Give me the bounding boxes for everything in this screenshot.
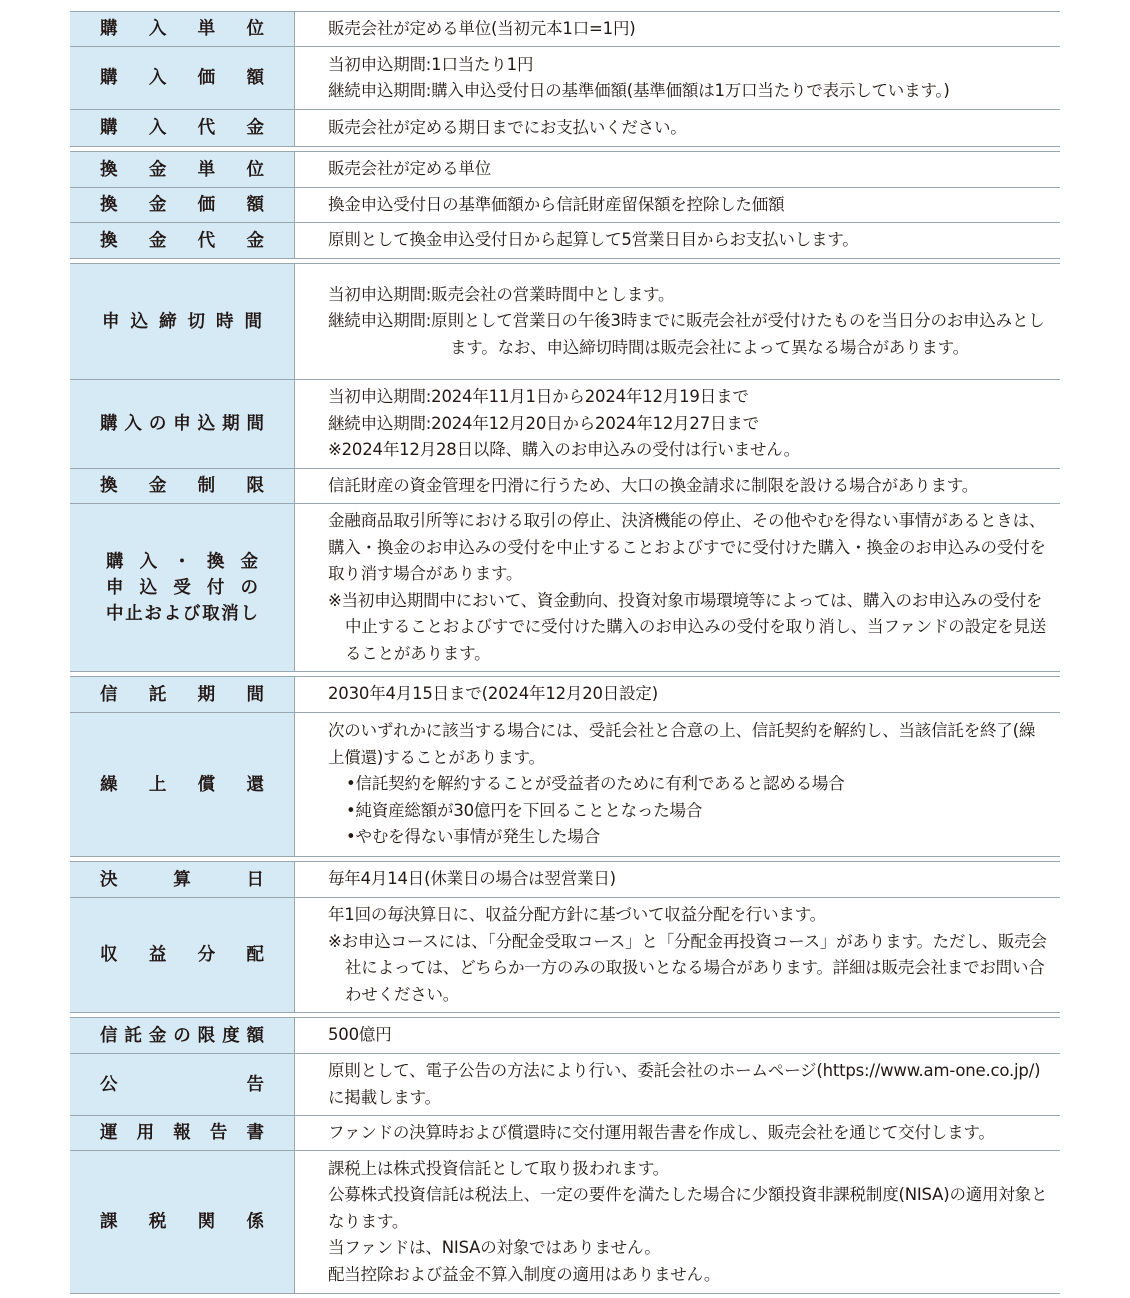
purchase-section — [70, 11, 1060, 147]
row-value: 当初申込期間:2024年11月1日から2024年12月19日まで 継続申込期間:2024年12月20日から2024年12月27日まで ※2024年12月28日以降、購入のお申込みの受付は行いません。 — [328, 387, 800, 460]
row-value: 換金申込受付日の基準価額から信託財産留保額を控除した価額 — [328, 194, 785, 214]
row-value: 2030年4月15日まで(2024年12月20日設定) — [328, 684, 658, 704]
row-label: 換金単位 — [70, 152, 295, 187]
row-label: 購入単位 — [70, 12, 295, 46]
table-row — [70, 152, 1060, 188]
row-label: 収益分配 — [70, 898, 295, 1012]
redemption-section — [70, 151, 1060, 259]
row-label: 運用報告書 — [70, 1116, 295, 1150]
application-section — [70, 263, 1060, 672]
row-label: 換金代金 — [70, 223, 295, 258]
table-row — [70, 380, 1060, 469]
row-value: 当初申込期間:1口当たり1円 継続申込期間:購入申込受付日の基準価額(基準価額は1万口当たりで表示しています。) — [328, 54, 950, 100]
row-label: 課税関係 — [70, 1151, 295, 1293]
row-value: 販売会社が定める単位(当初元本1口=1円) — [328, 18, 636, 38]
row-value: 課税上は株式投資信託として取り扱われます。 公募株式投資信託は税法上、一定の要件を満たした場合に少額投資非課税制度(NISA)の適用対象となります。 当ファンドは、NISAの対象ではありません。 配当控除および益金不算入制度の適用はありません。 — [328, 1158, 1048, 1284]
row-value: 販売会社が定める期日までにお支払いください。 — [328, 117, 687, 137]
settlement-section — [70, 861, 1060, 1013]
table-row — [70, 223, 1060, 258]
row-label: 購入価額 — [70, 47, 295, 109]
fund-details-table — [70, 11, 1060, 1298]
row-label: 公告 — [70, 1054, 295, 1115]
row-label: 換金価額 — [70, 188, 295, 222]
table-row — [70, 677, 1060, 713]
row-label: 購入の申込期間 — [70, 380, 295, 468]
row-label: 購入代金 — [70, 110, 295, 146]
row-value: 500億円 — [328, 1025, 392, 1045]
row-value: 金融商品取引所等における取引の停止、決済機能の停止、その他やむを得ない事情があるときは、購入・換金のお申込みの受付を中止することおよびすでに受付けた購入・換金のお申込みの受付を取り消す場合があります。 ※当初申込期間中において、資金動向、投資対象市場環境等によっては、購入のお申込みの受付を中止することおよびすでに受付けた購入のお申込みの受付を取り消し、当ファンドの設定を見送ることがあります。 — [328, 511, 1047, 663]
trust-period-section — [70, 676, 1060, 857]
table-row — [70, 713, 1060, 856]
table-row — [70, 47, 1060, 110]
table-row — [70, 1018, 1060, 1054]
table-row — [70, 862, 1060, 898]
row-label: 信託金の限度額 — [70, 1018, 295, 1053]
row-value: 信託財産の資金管理を円滑に行うため、大口の換金請求に制限を設ける場合があります。 — [328, 475, 979, 495]
row-label: 繰上償還 — [70, 713, 295, 856]
row-label: 申込締切時間 — [70, 264, 295, 379]
table-row — [70, 12, 1060, 47]
row-value: ファンドの決算時および償還時に交付運用報告書を作成し、販売会社を通じて交付します。 — [328, 1122, 995, 1142]
row-value: 原則として、電子公告の方法により行い、委託会社のホームページ(https://www.am-one.co.jp/)に掲載します。 — [328, 1061, 1041, 1107]
row-label: 購入・換金 申込受付の 中止および取消し — [70, 504, 295, 671]
row-value: 原則として換金申込受付日から起算して5営業日目からお支払いします。 — [328, 230, 859, 250]
row-label: 換金制限 — [70, 469, 295, 503]
row-label: 決算日 — [70, 862, 295, 897]
table-row — [70, 110, 1060, 146]
table-row — [70, 1116, 1060, 1151]
row-value: 次のいずれかに該当する場合には、受託会社と合意の上、信託契約を解約し、当該信託を終了(繰上償還)することがあります。 •信託契約を解約することが受益者のために有利であると認める場合 •純資産総額が30億円を下回ることとなった場合 •やむを得ない事情が発生した場合 — [328, 721, 1036, 847]
table-row — [70, 469, 1060, 504]
table-row — [70, 504, 1060, 671]
row-value: 毎年4月14日(休業日の場合は翌営業日) — [328, 869, 616, 889]
row-value: 販売会社が定める単位 — [328, 159, 492, 179]
row-value: 当初申込期間:販売会社の営業時間中とします。 継続申込期間:原則として営業日の午後3時までに販売会社が受付けたものを当日分のお申込みとします。なお、申込締切時間は販売会社によって異なる場合があります。 — [328, 284, 1045, 357]
table-row — [70, 898, 1060, 1012]
row-label: 信託期間 — [70, 677, 295, 712]
table-row — [70, 188, 1060, 223]
table-row — [70, 264, 1060, 380]
row-value: 年1回の毎決算日に、収益分配方針に基づいて収益分配を行います。 ※お申込コースには、「分配金受取コース」と「分配金再投資コース」があります。ただし、販売会社によっては、どちらか一方のみの取扱いとなる場合があります。詳細は販売会社までお問い合わせください。 — [328, 905, 1047, 1004]
table-row — [70, 1054, 1060, 1116]
other-section — [70, 1017, 1060, 1294]
table-row — [70, 1151, 1060, 1293]
